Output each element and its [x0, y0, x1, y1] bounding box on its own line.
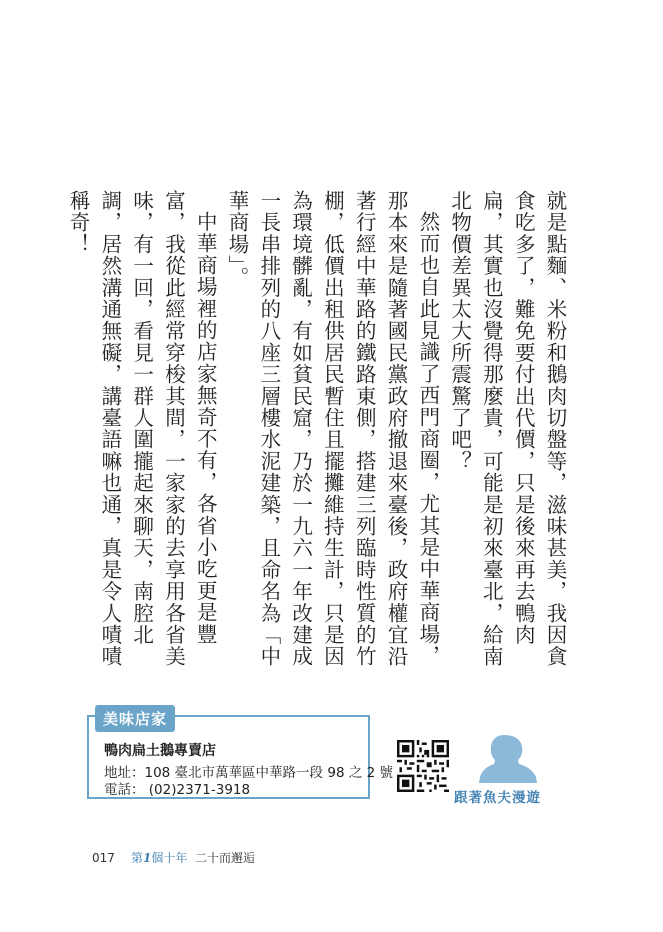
person-silhouette-icon — [478, 733, 538, 783]
shop-info-tab: 美味店家 — [95, 705, 175, 732]
chapter-prefix: 第 — [131, 851, 144, 865]
paragraph-1: 就是點麵、米粉和鵝肉切盤等，滋味甚美，我因貪食吃多了，難免要付出代價，只是後來再去鴨肉扁，其實也沒覺得那麼貴，可能是初來臺北，給南北物價差異太大所震驚了吧？ — [447, 190, 567, 668]
chapter-suffix: 個十年 — [151, 851, 188, 865]
shop-phone: 電話： (02)2371-3918 — [104, 782, 251, 798]
chapter-title: 二十而邂逅 — [195, 851, 256, 865]
shop-address: 地址：108 臺北市萬華區中華路一段 98 之 2 號 — [104, 765, 393, 781]
chapter-heading — [131, 849, 255, 866]
brand-text: 跟著魚夫漫遊 — [454, 790, 541, 806]
paragraph-3: 中華商場裡的店家無奇不有，各省小吃更是豐富，我從此經常穿梭其間，一家家的去享用各省美味，有一回，看見一群人圍攏起來聊天，南腔北調，居然溝通無礙，講臺語嘛也通，真是令人嘖嘖稱奇！ — [66, 190, 218, 668]
qr-code-icon[interactable] — [397, 740, 449, 792]
shop-name: 鴨肉扁土鵝專賣店 — [104, 743, 216, 759]
body-text — [66, 190, 570, 670]
chapter-number: 1 — [143, 851, 152, 865]
page-number: 017 — [92, 851, 115, 865]
paragraph-2: 然而也自此見識了西門商圈，尤其是中華商場，那本來是隨著國民黨政府撤退來臺後，政府權宜沿著行經中華路的鐵路東側，搭建三列臨時性質的竹棚，低價出租供居民暫住且擺攤維持生計，只是因為環境髒亂，有如貧民窟，乃於一九六一年改建成一長串排列的八座三層樓水泥建築，且命名為「中華商場」。 — [225, 190, 440, 668]
